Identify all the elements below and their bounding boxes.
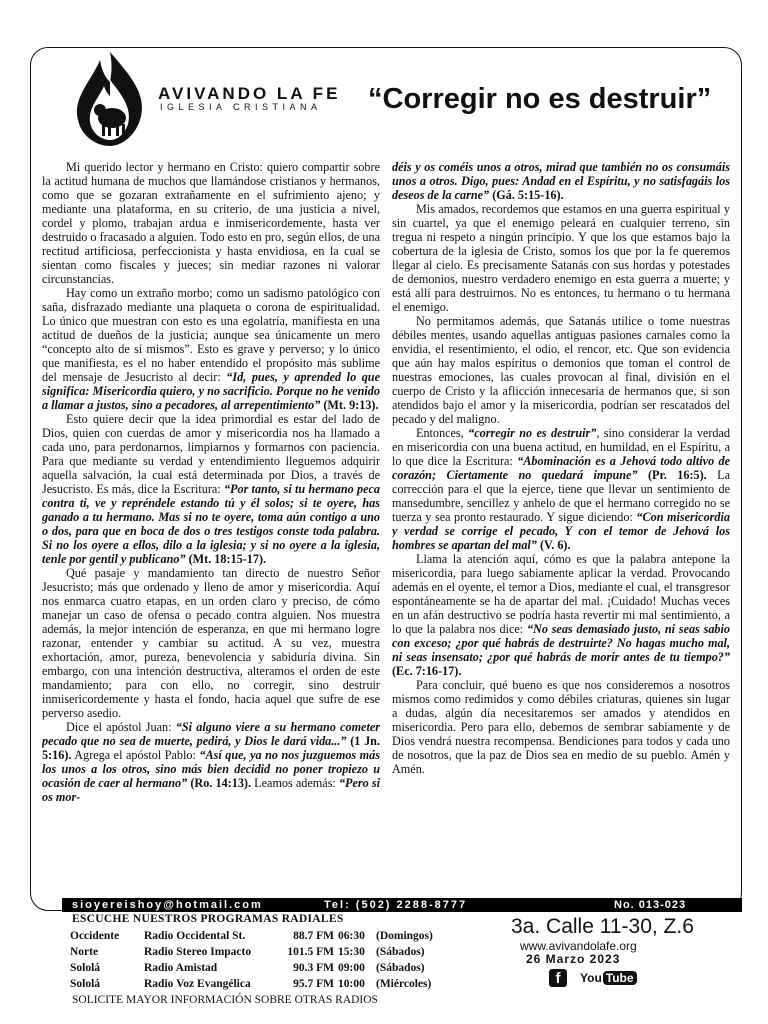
brand-name: AVIVANDO LA FE [158,84,341,103]
day-cell: (Domingos) [376,930,433,942]
contact-email[interactable]: sioyereishoy@hotmail.com [72,899,263,911]
radio-row [70,944,460,960]
radio-schedule-table [70,928,460,992]
flame-lamb-logo [70,50,150,150]
radio-footer-note: SOLICITE MAYOR INFORMACIÓN SOBRE OTRAS RADIOS [72,994,378,1006]
brand-subtitle: IGLESIA CRISTIANA [160,102,322,112]
day-cell: (Miércoles) [376,978,432,990]
paragraph: Llama la atención aquí, cómo es que la palabra antepone la misericordia, para luego sabiamente aplicar la verdad. Provocando además en el oyente, el temor a Dios, mediante el cual, el transgresor espontáneamente se ha de apartar del mal. ¡Cuidado! Muchas veces en un afán destructivo se podría hasta revertir mi mal sentimiento, a lo que la palabra nos dice: “No seas demasiado justo, ni seas sabio con exceso; ¿por qué habrás de destruirte? No hagas mucho mal, ni seas insensato; ¿por qué habrás de morir antes de tu tiempo?” (Ec. 7:16-17). [392,552,730,678]
day-cell: (Sábados) [376,962,425,974]
facebook-icon[interactable]: f [549,969,567,987]
article-title: “Corregir no es destruir” [368,83,712,115]
time-cell: 15:30 [338,946,365,958]
youtube-icon[interactable] [580,971,637,985]
contact-bar [62,898,742,912]
paragraph: Dice el apóstol Juan: “Si alguno viere a su hermano cometer pecado que no sea de muerte, pedirá, y Dios le dará vida...” (1 Jn. 5:16). Agrega el apóstol Pablo: “Así que, ya no nos juzguemos más los unos a los otros, sino más bien decidid no poner tropiezo u ocasión de caer al hermano” (Ro. 14:13). Leamos además: “Pero si os mor- [42,720,380,804]
time-cell: 10:00 [338,978,365,990]
paragraph: Mis amados, recordemos que estamos en una guerra espiritual y sin cuartel, ya que el enemigo peleará en cualquier terreno, sin tregua ni respeto a ningún principio. Y que los que estamos bajo la cobertura de la iglesia de Cristo, somos los que por la fe queremos llegar al cielo. Es precisamente Satanás con sus hordas y potestades de demonios, nuestro verdadero enemigo en esta guerra a muerte; y está allí para destruirnos. No es entonces, tu hermano o tu hermana el enemigo. [392,202,730,314]
frequency-cell: 90.3 FM [293,962,334,974]
station-cell: Radio Stereo Impacto [144,946,252,958]
paragraph: déis y os coméis unos a otros, mirad que también no os consumáis unos a otros. Digo, pues: Andad en el Espíritu, y no satisfagáis los deseos de la carne” (Gá. 5:15-16). [392,160,730,202]
paragraph: Mi querido lector y hermano en Cristo: quiero compartir sobre la actitud humana de muchos que llamándose cristianos y hermanos, como que se gozaran extrañamente en el sufrimiento ajeno; y mediante una plataforma, en su criterio, de una justicia a nivel, cordel y plomo, trabajan ardua e inmisericordemente, hasta ver destruido o fracasado a alguien. Todo esto en pro, según ellos, de una rectitud artificiosa, perfeccionista y hasta envidiosa, en la cual se sientan como fiscales y jueces; sin mediar razones ni valorar circunstancias. [42,160,380,286]
youtube-you-text: You [580,971,602,985]
radio-row [70,928,460,944]
radio-row [70,960,460,976]
time-cell: 06:30 [338,930,365,942]
region-cell: Norte [70,946,99,958]
church-address: 3a. Calle 11-30, Z.6 [511,915,694,938]
station-cell: Radio Amistad [144,962,218,974]
radio-row [70,976,460,992]
contact-phone: Tel: (502) 2288-8777 [324,899,468,911]
station-cell: Radio Voz Evangélica [144,978,251,990]
frequency-cell: 95.7 FM [293,978,334,990]
station-cell: Radio Occidental St. [144,930,246,942]
paragraph: Esto quiere decir que la idea primordial es estar del lado de Dios, quien con cuerdas de amor y misericordia nos ha llamado a cada uno, para perdonarnos, limpiarnos y formarnos con paciencia. Para que mediante su verdad y entendimiento lleguemos adquirir aquella salvación, la cual está determinada por Dios, a través de Jesucristo. Es más, dice la Escritura: “Por tanto, si tu hermano peca contra ti, ve y repréndele estando tú y él solos; si te oyere, has ganado a tu hermano. Mas si no te oyere, toma aún contigo a uno o dos, para que en boca de dos o tres testigos conste toda palabra. Si no los oyere a ellos, dilo a la iglesia; y si no oyere a la iglesia, tenle por gentil y publicano” (Mt. 18:15-17). [42,412,380,566]
left-column [42,160,380,886]
region-cell: Sololá [70,978,101,990]
paragraph: Para concluir, qué bueno es que nos consideremos a nosotros mismos como redimidos y como débiles criaturas, quienes sin lugar a dudas, algún día necesitaremos ser amados y atendidos en misericordia. Pero para ello, debemos de sembrar sabiamente y de Dios vendrá nuestra recompensa. Bendiciones para todos y cada uno de nosotros, que la paz de Dios sea en medio de su pueblo. Amén y Amén. [392,678,730,776]
day-cell: (Sábados) [376,946,425,958]
radio-programs-title: ESCUCHE NUESTROS PROGRAMAS RADIALES [72,913,344,925]
paragraph: No permitamos además, que Satanás utilice o tome nuestras débiles mentes, usando aquellas antiguas pasiones carnales como la envidia, el resentimiento, el odio, el rencor, etc. Que son evidencia que aún hay malos espíritus o demonios que toman el control de nuestras emociones, las cuales provocan al final, división en el cuerpo de Cristo y la aflicción innecesaria de hermanos que, si son atendidos bajo el amor y la misericordia, podrían ser rescatados del pecado y del maligno. [392,314,730,426]
region-cell: Occidente [70,930,120,942]
youtube-tube-text: Tube [603,971,637,985]
right-column [392,160,730,886]
paragraph: Entonces, “corregir no es destruir”, sino considerar la verdad en misericordia con una buena actitud, en humildad, en el Espíritu, a lo que dice la Escritura: “Abominación es a Jehová todo altivo de corazón; Ciertamente no quedará impune” (Pr. 16:5). La corrección para el que la ejerce, tiene que llevar un sentimiento de mansedumbre, sencillez y anhelo de que el hermano corregido no se tuerza y sea pronto restaurado. Y sigue diciendo: “Con misericordia y verdad se corrige el pecado, Y con el temor de Jehová los hombres se apartan del mal” (V. 6). [392,426,730,552]
time-cell: 09:00 [338,962,365,974]
paragraph: Qué pasaje y mandamiento tan directo de nuestro Señor Jesucristo; más que ordenado y lleno de amor y misericordia. Aquí nos enmarca cuatro etapas, en un orden claro y preciso, de cómo manejar un caso de ofensa o pecado contra alguien. Nos muestra además, la mejor intención de esperanza, en que mi hermano logre razonar, entender y cambiar su actitud. A su vez, muestra exhortación, amor, pureza, benevolencia y sabiduría divina. Sin embargo, con una intención destructiva, alteramos el orden de este mandamiento; para con ello, no corregir, sino destruir inmisericordemente y hasta el fondo, hacia aquel que sufre de ese perverso asedio. [42,566,380,720]
issue-date: 26 Marzo 2023 [526,952,621,966]
issue-number: No. 013-023 [614,899,687,911]
frequency-cell: 88.7 FM [293,930,334,942]
website-link[interactable]: www.avivandolafe.org [520,939,637,953]
frequency-cell: 101.5 FM [287,946,334,958]
region-cell: Sololá [70,962,101,974]
paragraph: Hay como un extraño morbo; como un sadismo patológico con saña, disfrazado mediante una plaqueta o corona de espiritualidad. Lo único que muestran con esto es una egolatría, manifiesta en una actitud de dueños de la justicia; aunque sea únicamente un mero “concepto alto de sí mismos”. Esto es grave y perverso; y lo único que manifiesta, es el no haber entendido el propósito más sublime del mensaje de Jesucristo al decir: “Id, pues, y aprended lo que significa: Misericordia quiero, y no sacrificio. Porque no he venido a llamar a justos, sino a pecadores, al arrepentimiento” (Mt. 9:13). [42,286,380,412]
